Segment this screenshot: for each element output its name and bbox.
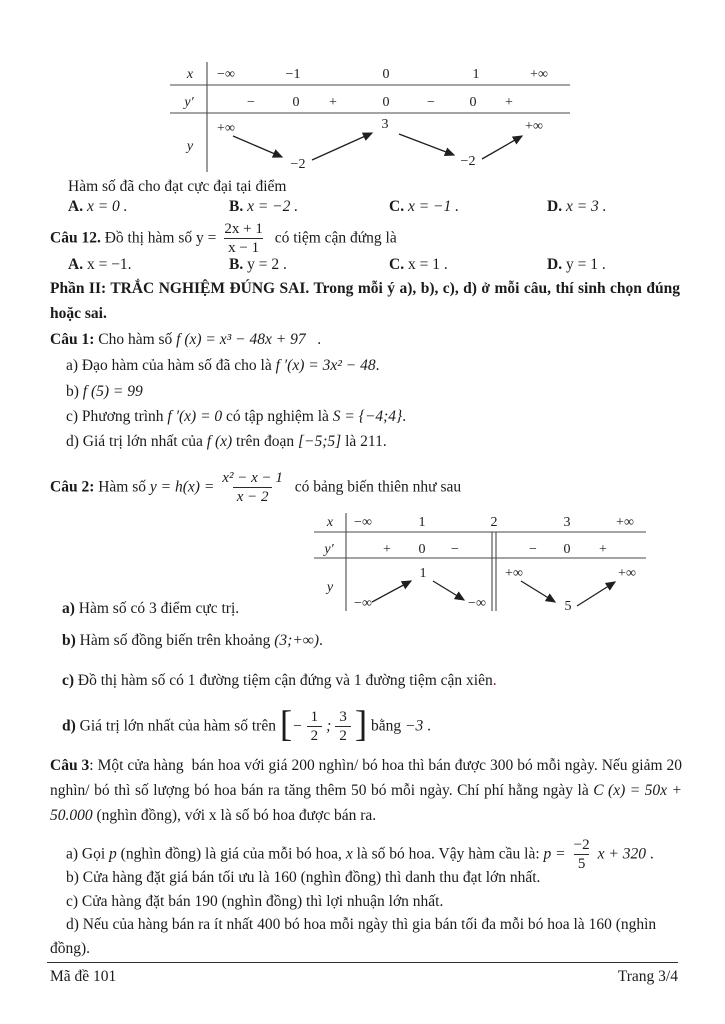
table2-x-value: −∞ <box>354 515 372 530</box>
text-segment: Câu 12. <box>50 229 101 247</box>
q11-option-b <box>229 196 298 217</box>
text-segment: là 211. <box>341 433 387 450</box>
text-segment: D. <box>547 198 563 215</box>
text-segment: ; <box>326 717 332 735</box>
fraction <box>220 221 266 256</box>
text-segment: y = 2 . <box>243 256 287 273</box>
text-segment: b) <box>62 632 76 649</box>
table1-yprime-sign: 0 <box>292 95 300 110</box>
cau1-stem <box>50 329 321 350</box>
table1-x-value: 0 <box>382 67 390 82</box>
text-segment: C. <box>389 198 405 215</box>
text-segment: (nghìn đồng), với x là số bó hoa được bán ra. <box>92 807 377 824</box>
fraction-numerator: 1 <box>310 709 319 725</box>
text-segment: d) <box>62 717 76 735</box>
text-segment: f (x) <box>206 433 233 450</box>
text-segment: − <box>292 717 303 735</box>
fraction <box>218 470 287 505</box>
footer-exam-code: Mã đề 101 <box>50 968 117 985</box>
footer-page-number: Trang 3/4 <box>617 968 678 985</box>
text-segment: x = 1 . <box>404 256 448 273</box>
text-segment: C (x) = 50x + 50.000 <box>50 782 683 824</box>
text-segment: C. <box>389 256 405 273</box>
cau3-stem <box>50 753 682 828</box>
text-segment: . <box>319 632 323 649</box>
text-segment: A. <box>68 198 84 215</box>
text-segment: có bảng biến thiên như sau <box>290 478 462 496</box>
cau2-stem <box>50 470 461 505</box>
variation-table-2 <box>314 511 648 613</box>
table1-yprime-sign: 0 <box>469 95 477 110</box>
table2-x-value: 3 <box>563 515 571 530</box>
table2-x-label: x <box>326 515 334 530</box>
fraction-denominator: 2 <box>307 726 323 744</box>
text-segment: Giá trị lớn nhất của hàm số trên <box>75 717 280 735</box>
text-segment: . <box>645 845 654 863</box>
table2-yprime-label: y′ <box>324 542 334 557</box>
table2-yprime-sign: 0 <box>418 542 426 557</box>
cau3-item-d <box>50 913 682 961</box>
text-segment: f ′(x) = 3x² − 48 <box>275 357 376 374</box>
text-segment: c) <box>62 672 75 689</box>
text-segment: x + 320 <box>597 845 646 863</box>
cau2-item-c <box>62 670 497 691</box>
fraction-numerator: −2 <box>573 837 590 853</box>
table2-arrows <box>372 581 615 606</box>
table2-yprime-sign: + <box>599 542 607 557</box>
table2-y-value: 1 <box>419 566 427 581</box>
text-segment: Hàm số đã cho đạt cực đại tại điểm <box>68 178 287 195</box>
text-segment: c) Cửa hàng đặt bán 190 (nghìn đồng) thì lợi nhuận lớn nhất. <box>66 893 444 910</box>
text-segment: : Một cửa hàng bán hoa với giá 200 nghìn/ bó hoa thì bán được 300 bó mỗi ngày. Nếu giảm 20 nghìn/ bó thì số lượng bó hoa bán ra tăng thêm 50 bó mỗi ngày. Chí phí hằng ngày là <box>50 757 682 799</box>
table2-yprime-sign: − <box>529 542 537 557</box>
fraction-denominator: 5 <box>574 854 590 872</box>
fraction <box>335 709 351 744</box>
table2-y-label: y <box>326 580 334 595</box>
text-segment: Hàm số đồng biến trên khoảng <box>75 632 275 649</box>
table1-y-value: +∞ <box>525 119 543 134</box>
part2-heading <box>50 276 680 326</box>
table1-yprime-sign: + <box>329 95 337 110</box>
text-segment: x = −2 . <box>247 198 299 215</box>
table1-x-value: +∞ <box>530 67 548 82</box>
q11-option-c <box>389 196 459 217</box>
text-segment: x = −1. <box>83 256 132 273</box>
q12-option-c <box>389 254 448 275</box>
text-segment: d) Nếu của hàng bán ra ít nhất 400 bó hoa mỗi ngày thì gia bán tối đa mỗi bó hoa là 160 (nghìn đồng). <box>50 916 657 957</box>
footer-divider <box>47 962 678 963</box>
cau2-item-d <box>62 703 431 745</box>
text-segment: y = h(x) = <box>149 478 215 496</box>
cau2-item-b <box>62 630 323 651</box>
text-segment: B. <box>229 198 244 215</box>
q11-option-a <box>68 196 128 217</box>
text-segment: Phần II: TRẮC NGHIỆM ĐÚNG SAI. Trong mỗi ý a), b), c), d) ở mỗi câu, thí sinh chọn đúng hoặc sai. <box>50 280 680 322</box>
table1-x-value: 1 <box>472 67 480 82</box>
fraction-numerator: 3 <box>339 709 347 725</box>
table1-x-label: x <box>186 67 194 82</box>
cau1-item-d <box>66 431 387 452</box>
text-segment: [−5;5] <box>298 433 342 450</box>
table2-yprime-sign: 0 <box>563 542 571 557</box>
text-segment: là số bó hoa. Vậy hàm cầu là: <box>352 845 544 863</box>
table1-yprime-sign: − <box>427 95 435 110</box>
text-segment: A. <box>68 256 84 273</box>
q11-stem <box>68 176 286 197</box>
fraction <box>570 837 594 872</box>
cau1-item-b <box>66 381 143 402</box>
text-segment: trên đoạn <box>232 433 299 450</box>
table1-y-value: 3 <box>381 117 389 132</box>
text-segment: ] <box>354 703 368 745</box>
text-segment: Câu 1: <box>50 331 95 348</box>
text-segment: p = <box>543 845 566 863</box>
text-segment: bằng <box>367 717 406 735</box>
fraction-denominator: x − 1 <box>224 238 263 256</box>
table2-y-value: +∞ <box>505 566 523 581</box>
cau3-item-c <box>66 891 443 912</box>
table2-x-value: 2 <box>490 515 498 530</box>
fraction-numerator: x² − x − 1 <box>222 470 283 486</box>
fraction-numerator: 2x + 1 <box>224 221 263 237</box>
fraction-denominator: 2 <box>335 726 351 744</box>
text-segment: Câu 2: <box>50 478 95 496</box>
table1-y-value: −2 <box>460 154 476 169</box>
table2-yprime-sign: + <box>383 542 391 557</box>
text-segment: có tập nghiệm là <box>222 408 333 425</box>
text-segment: Hàm số có 3 điểm cực trị. <box>74 600 240 617</box>
text-segment: p <box>109 845 117 863</box>
text-segment: . <box>423 717 431 735</box>
text-segment: [ <box>279 703 293 745</box>
text-segment: D. <box>547 256 563 273</box>
text-segment: x = −1 . <box>407 198 460 215</box>
q12-option-b <box>229 254 287 275</box>
text-segment: a) Đạo hàm của hàm số đã cho là <box>66 357 276 374</box>
text-segment: a) <box>62 600 75 617</box>
text-segment: x = 0 . <box>86 198 128 215</box>
table1-y-label: y <box>186 139 194 154</box>
cau1-item-a <box>66 355 379 376</box>
table1-y-value: +∞ <box>217 121 235 136</box>
text-segment: x <box>345 845 353 863</box>
text-segment: x = 3 . <box>565 198 607 215</box>
q12-option-d <box>547 254 606 275</box>
table1-yprime-label: y′ <box>184 95 194 110</box>
text-segment: y = 1 . <box>562 256 606 273</box>
q12-option-a <box>68 254 132 275</box>
text-segment: b) <box>66 383 83 400</box>
table1-x-value: −1 <box>285 67 301 82</box>
text-segment: S = {−4;4} <box>332 408 403 425</box>
text-segment: . <box>402 408 407 425</box>
table2-y-value: −∞ <box>354 596 372 611</box>
text-segment: . <box>375 357 380 374</box>
text-segment: (3;+∞) <box>274 632 319 649</box>
cau2-item-a <box>62 598 239 619</box>
fraction <box>307 709 323 744</box>
text-segment: B. <box>229 256 244 273</box>
fraction-denominator: x − 2 <box>233 487 273 505</box>
table2-x-value: +∞ <box>616 515 634 530</box>
table2-y-value: +∞ <box>618 566 636 581</box>
text-segment: d) Giá trị lớn nhất của <box>66 433 207 450</box>
table1-arrows <box>233 133 522 160</box>
table2-yprime-sign: − <box>451 542 459 557</box>
table2-x-value: 1 <box>418 515 426 530</box>
text-segment: c) Phương trình <box>66 408 168 425</box>
text-segment: a) Gọi <box>66 845 110 863</box>
text-segment: . <box>305 331 322 348</box>
text-segment: Đồ thị hàm số y = <box>100 229 217 247</box>
text-segment: Cho hàm số <box>94 331 177 348</box>
text-segment: Đồ thị hàm số có 1 đường tiệm cận đứng và 1 đường tiệm cận xiên <box>74 672 493 689</box>
table1-x-value: −∞ <box>217 67 235 82</box>
text-segment: Câu 3 <box>50 757 90 774</box>
text-segment: f ′(x) = 0 <box>167 408 223 425</box>
table2-y-value: −∞ <box>468 596 486 611</box>
cau3-item-b <box>66 867 540 888</box>
text-segment: f (5) = 99 <box>82 383 143 400</box>
q11-option-d <box>547 196 607 217</box>
text-segment: Hàm số <box>94 478 150 496</box>
variation-table-1 <box>170 60 572 174</box>
table2-y-value: 5 <box>564 599 572 614</box>
q12-stem <box>50 221 397 256</box>
text-segment: b) Cửa hàng đặt giá bán tối ưu là 160 (nghìn đồng) thì danh thu đạt lớn nhất. <box>66 869 541 886</box>
text-segment: (nghìn đồng) là giá của mỗi bó hoa, <box>116 845 346 863</box>
cau1-item-c <box>66 406 406 427</box>
text-segment: f (x) = x³ − 48x + 97 <box>176 331 306 348</box>
text-segment: có tiệm cận đứng là <box>270 229 397 247</box>
text-segment: . <box>492 672 497 689</box>
table1-y-value: −2 <box>290 157 306 172</box>
table1-yprime-sign: 0 <box>382 95 390 110</box>
table1-yprime-sign: + <box>505 95 513 110</box>
text-segment: −3 <box>405 717 424 735</box>
table1-yprime-sign: − <box>247 95 255 110</box>
